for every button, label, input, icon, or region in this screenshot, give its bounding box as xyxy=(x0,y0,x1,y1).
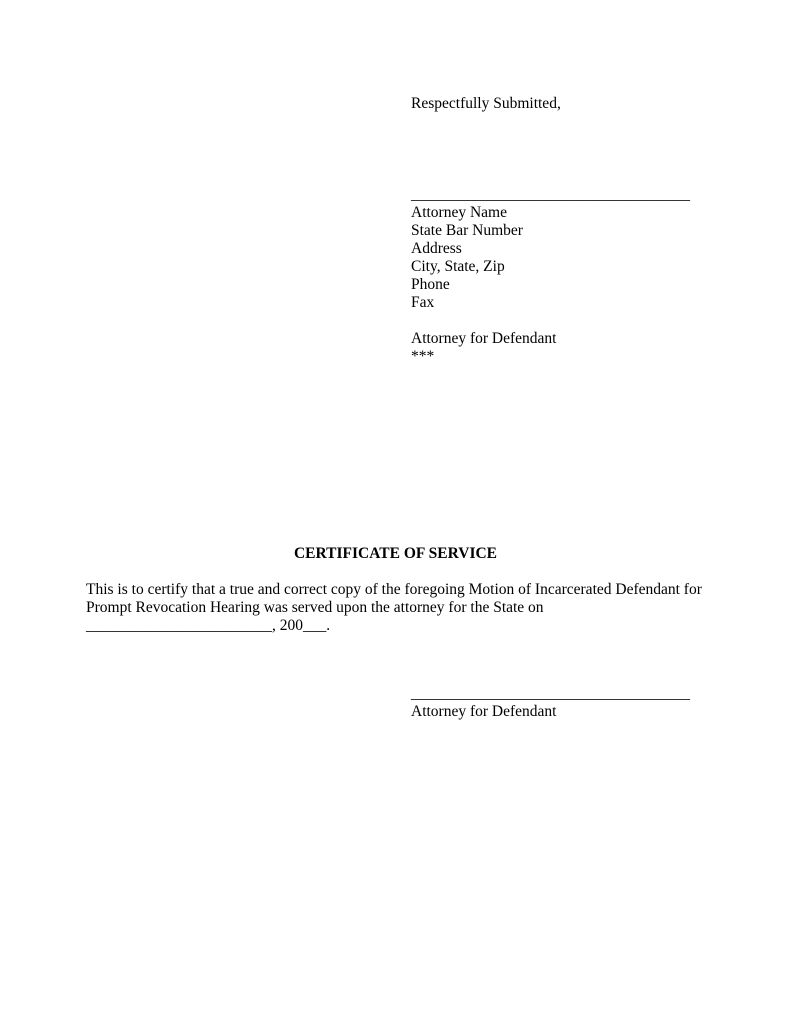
signature-block xyxy=(411,186,690,366)
state-bar-number: State Bar Number xyxy=(411,222,523,239)
attorney-role: Attorney for Defendant xyxy=(411,330,557,347)
closing-block xyxy=(411,95,561,113)
final-signature-rule: ____________________________________ xyxy=(411,685,690,702)
final-signature-block xyxy=(411,685,690,721)
closing-text: Respectfully Submitted, xyxy=(411,95,561,112)
placeholder-marker: *** xyxy=(411,348,435,365)
fax: Fax xyxy=(411,294,435,311)
spacer xyxy=(411,312,690,330)
certificate-line-1: This is to certify that a true and correct copy of the foregoing Motion of Incarcerated Defendant for xyxy=(86,581,702,598)
final-attorney-role: Attorney for Defendant xyxy=(411,703,557,720)
address: Address xyxy=(411,240,462,257)
phone: Phone xyxy=(411,276,450,293)
attorney-name: Attorney Name xyxy=(411,204,507,221)
certificate-line-2: Prompt Revocation Hearing was served upon the attorney for the State on xyxy=(86,599,544,616)
city-state-zip: City, State, Zip xyxy=(411,258,505,275)
certificate-heading: CERTIFICATE OF SERVICE xyxy=(293,545,498,562)
certificate-body xyxy=(86,581,726,635)
certificate-date-line: ________________________, 200___. xyxy=(86,617,331,634)
signature-rule: ____________________________________ xyxy=(411,186,690,203)
